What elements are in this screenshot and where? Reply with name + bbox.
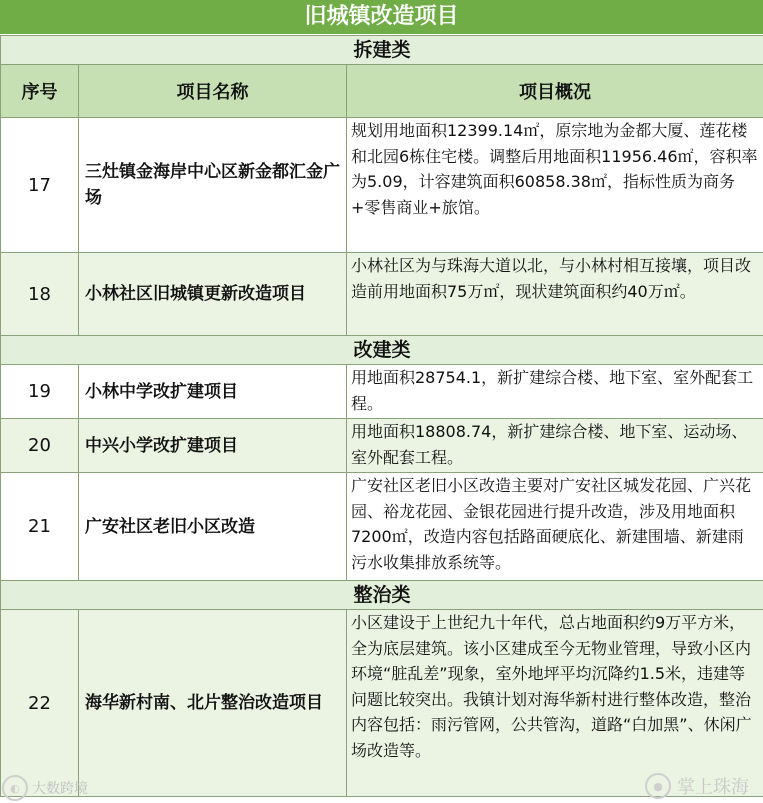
row-desc: 小区建设于上世纪九十年代，总占地面积约9万平方米，全为底层建筑。该小区建成至今无物业管理，导致小区内环境“脏乱差”现象，室外地坪平均沉降约1.5米，违建等问题比较突出。我镇计划对海华新村进行整体改造，整治内容包括：雨污管网，公共管沟，道路“白加黑”、休闲广场改造等。 xyxy=(347,610,763,797)
row-num: 21 xyxy=(1,473,79,581)
row-name: 小林中学改扩建项目 xyxy=(79,365,347,419)
row-name: 中兴小学改扩建项目 xyxy=(79,419,347,473)
row-name: 三灶镇金海岸中心区新金都汇金广场 xyxy=(79,118,347,253)
wechat-icon: ● xyxy=(645,773,671,799)
row-num: 19 xyxy=(1,365,79,419)
section-row xyxy=(1,336,763,365)
section-label: 拆建类 xyxy=(1,36,763,65)
watermark-left xyxy=(2,775,88,801)
row-num: 18 xyxy=(1,253,79,336)
row-desc: 用地面积18808.74，新扩建综合楼、地下室、运动场、室外配套工程。 xyxy=(347,419,763,473)
section-row xyxy=(1,36,763,65)
row-num: 22 xyxy=(1,610,79,797)
watermark-right xyxy=(645,773,749,799)
row-name: 小林社区旧城镇更新改造项目 xyxy=(79,253,347,336)
watermark-right-text: 掌上珠海 xyxy=(677,777,749,798)
row-num: 17 xyxy=(1,118,79,253)
table-header-row xyxy=(1,65,763,118)
header-name: 项目名称 xyxy=(79,65,347,118)
row-desc: 广安社区老旧小区改造主要对广安社区城发花园、广兴花园、裕龙花园、金银花园进行提升改造，涉及用地面积7200㎡，改造内容包括路面硬底化、新建围墙、新建雨污水收集排放系统等。 xyxy=(347,473,763,581)
row-num: 20 xyxy=(1,419,79,473)
watermark-left-text: 大数跨境 xyxy=(32,781,88,797)
table-row xyxy=(1,419,763,473)
table-row xyxy=(1,365,763,419)
row-desc: 用地面积28754.1，新扩建综合楼、地下室、室外配套工程。 xyxy=(347,365,763,419)
row-name: 广安社区老旧小区改造 xyxy=(79,473,347,581)
section-row xyxy=(1,581,763,610)
watermark-logo-icon: ◐ xyxy=(2,775,28,801)
header-num: 序号 xyxy=(1,65,79,118)
table-row xyxy=(1,118,763,253)
page-title: 旧城镇改造项目 xyxy=(0,0,763,35)
table-row xyxy=(1,253,763,336)
row-name: 海华新村南、北片整治改造项目 xyxy=(79,610,347,797)
section-label: 整治类 xyxy=(1,581,763,610)
section-label: 改建类 xyxy=(1,336,763,365)
table-row xyxy=(1,610,763,797)
project-table xyxy=(0,35,763,797)
row-desc: 规划用地面积12399.14㎡，原宗地为金都大厦、莲花楼和北园6栋住宅楼。调整后用地面积11956.46㎡，容积率为5.09，计容建筑面积60858.38㎡，指标性质为商务+零售商业+旅馆。 xyxy=(347,118,763,253)
header-desc: 项目概况 xyxy=(347,65,763,118)
table-row xyxy=(1,473,763,581)
row-desc: 小林社区为与珠海大道以北，与小林村相互接壤，项目改造前用地面积75万㎡，现状建筑面积约40万㎡。 xyxy=(347,253,763,336)
